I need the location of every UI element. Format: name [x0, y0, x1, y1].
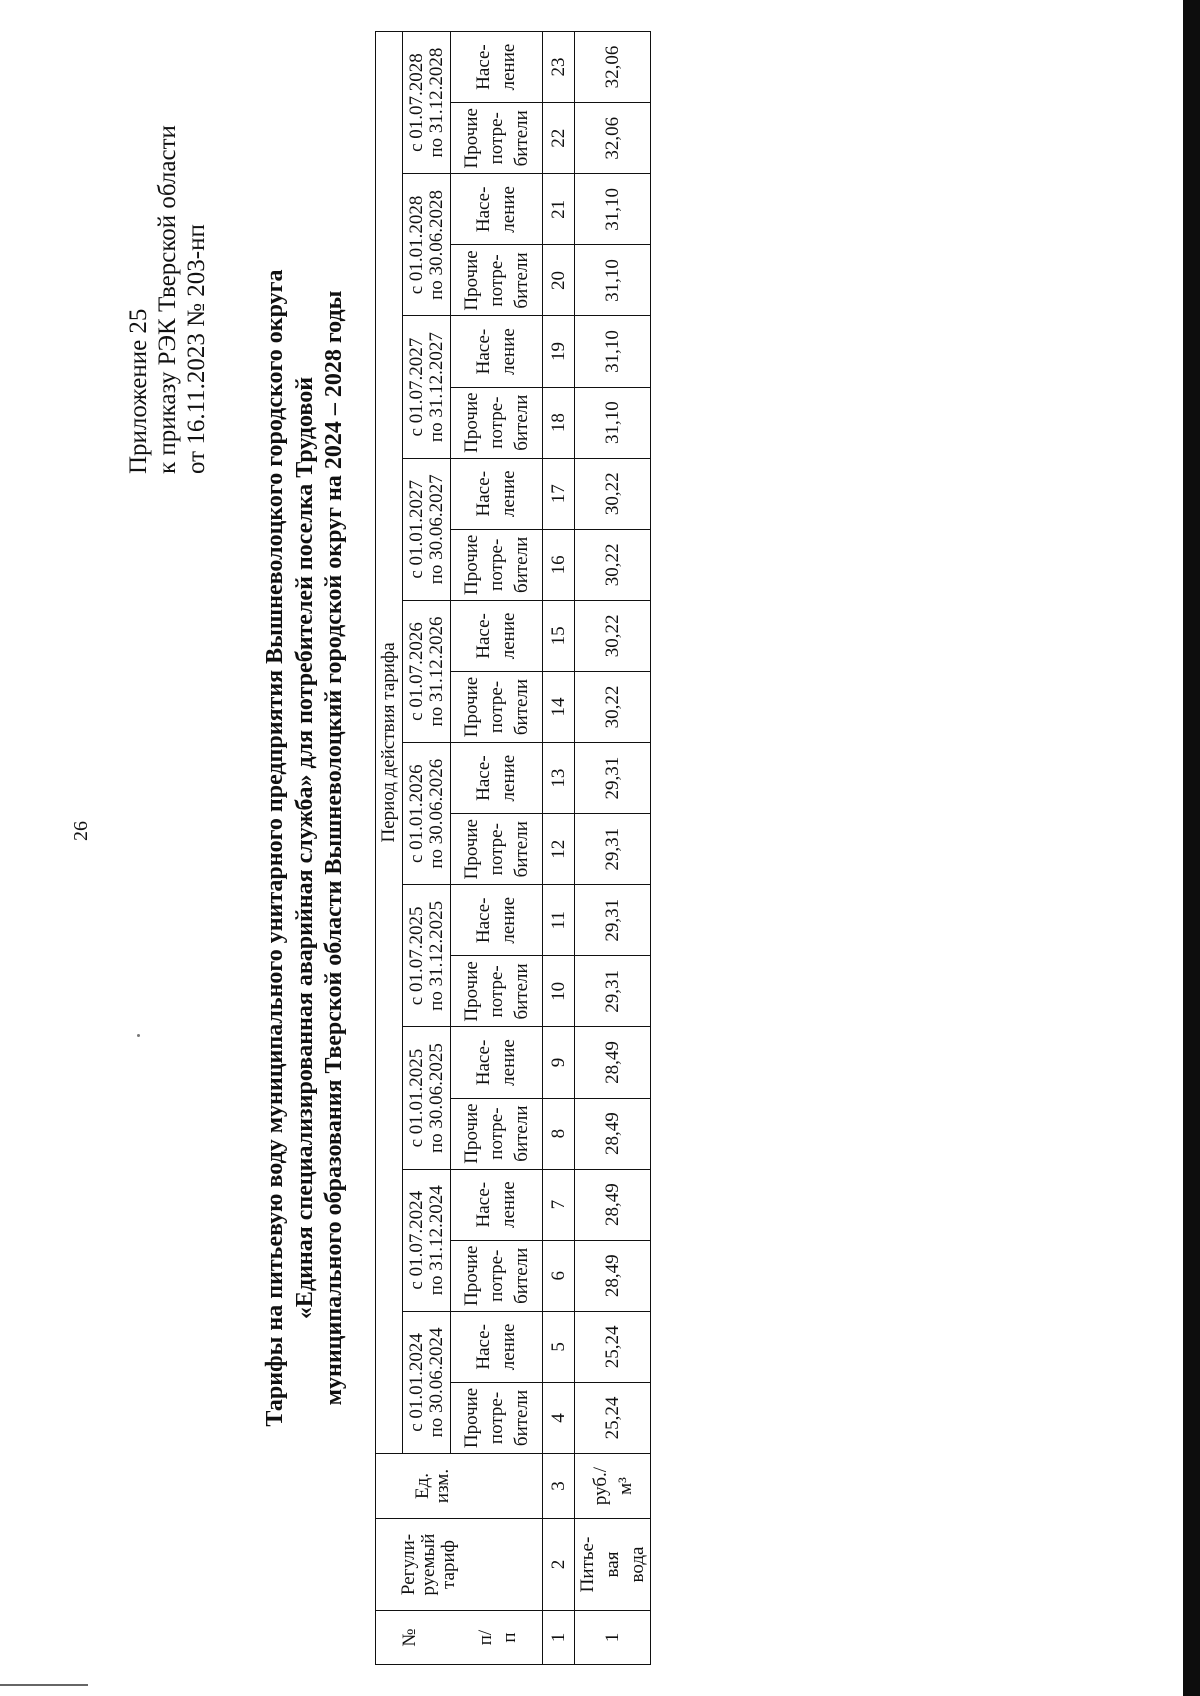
- column-number: 15: [543, 600, 575, 671]
- column-number: 21: [543, 174, 575, 245]
- subheader-population: Насе- ление: [450, 458, 542, 529]
- column-number: 10: [543, 956, 575, 1027]
- title-line-2: «Единая специализированная аварийная служба» для потребителей поселка Трудовой: [291, 376, 318, 1320]
- column-number: 17: [543, 458, 575, 529]
- period-header-9: с 01.01.2028 по 30.06.2028: [403, 174, 450, 316]
- column-number: 4: [543, 1382, 575, 1453]
- tariff-value-other: 32,06: [575, 103, 651, 174]
- header-regulated-tariff: Регули- руемый тариф: [376, 1519, 543, 1611]
- document-title: [261, 0, 350, 1696]
- tariff-value-population: 28,49: [575, 1027, 651, 1098]
- tariff-value-population: 31,10: [575, 174, 651, 245]
- tariff-value-population: 30,22: [575, 458, 651, 529]
- header-row-number: [376, 1611, 543, 1665]
- column-number-row: [543, 31, 575, 1664]
- column-number: 16: [543, 529, 575, 600]
- tariff-value-other: 25,24: [575, 1382, 651, 1453]
- column-number: 12: [543, 814, 575, 885]
- period-header-4: с 01.07.2025 по 31.12.2025: [403, 885, 450, 1027]
- tariff-value-other: 29,31: [575, 814, 651, 885]
- subheader-population: Насе- ление: [450, 174, 542, 245]
- column-number: 6: [543, 1240, 575, 1311]
- column-number: 9: [543, 1027, 575, 1098]
- period-header-2: с 01.07.2024 по 31.12.2024: [403, 1169, 450, 1311]
- column-number: 7: [543, 1169, 575, 1240]
- table-row: [575, 31, 651, 1664]
- column-number: 8: [543, 1098, 575, 1169]
- column-number: 13: [543, 743, 575, 814]
- period-header-3: с 01.01.2025 по 30.06.2025: [403, 1027, 450, 1169]
- column-number: 11: [543, 885, 575, 956]
- subheader-population: Насе- ление: [450, 1311, 542, 1382]
- tariff-value-population: 31,10: [575, 316, 651, 387]
- subheader-population: Насе- ление: [450, 743, 542, 814]
- header-row-group: [376, 31, 403, 1664]
- subheader-other-consumers: Прочие потре- бители: [450, 245, 542, 316]
- tariff-value-other: 31,10: [575, 245, 651, 316]
- column-number: 5: [543, 1311, 575, 1382]
- header-row-consumer-groups: [450, 31, 542, 1664]
- subheader-population: Насе- ление: [450, 885, 542, 956]
- column-number: 19: [543, 316, 575, 387]
- period-header-8: с 01.07.2027 по 31.12.2027: [403, 316, 450, 458]
- tariff-value-other: 30,22: [575, 671, 651, 742]
- row-tariff-name: Питье- вая вода: [575, 1519, 651, 1611]
- header-number-sign: №: [399, 1628, 420, 1647]
- subheader-other-consumers: Прочие потре- бители: [450, 814, 542, 885]
- period-header-5: с 01.01.2026 по 30.06.2026: [403, 743, 450, 885]
- scan-edge-bar: [1183, 0, 1200, 1696]
- header-row-periods: [403, 31, 450, 1664]
- tariff-value-other: 29,31: [575, 956, 651, 1027]
- header-number-abbr: п/ п: [475, 1629, 520, 1646]
- scan-dust-dot: [137, 1034, 140, 1037]
- subheader-other-consumers: Прочие потре- бители: [450, 529, 542, 600]
- subheader-population: Насе- ление: [450, 600, 542, 671]
- tariff-value-population: 30,22: [575, 600, 651, 671]
- row-number: 1: [575, 1611, 651, 1665]
- tariff-value-population: 29,31: [575, 885, 651, 956]
- tariff-value-other: 31,10: [575, 387, 651, 458]
- tariff-value-other: 28,49: [575, 1240, 651, 1311]
- period-header-10: с 01.07.2028 по 31.12.2028: [403, 31, 450, 173]
- subheader-other-consumers: Прочие потре- бители: [450, 956, 542, 1027]
- tariff-table: [375, 31, 651, 1665]
- period-header-6: с 01.07.2026 по 31.12.2026: [403, 600, 450, 742]
- period-header-7: с 01.01.2027 по 30.06.2027: [403, 458, 450, 600]
- subheader-other-consumers: Прочие потре- бители: [450, 1382, 542, 1453]
- tariff-value-other: 28,49: [575, 1098, 651, 1169]
- scan-edge-mark: [0, 1684, 88, 1686]
- tariff-value-other: 30,22: [575, 529, 651, 600]
- column-number: 20: [543, 245, 575, 316]
- subheader-other-consumers: Прочие потре- бители: [450, 387, 542, 458]
- title-line-1: Тарифы на питьевую воду муниципального унитарного предприятия Вышневолоцкого городского округа: [262, 269, 288, 1427]
- subheader-population: Насе- ление: [450, 1027, 542, 1098]
- column-number: 3: [543, 1454, 575, 1519]
- subheader-other-consumers: Прочие потре- бители: [450, 1240, 542, 1311]
- column-number: 2: [543, 1519, 575, 1611]
- row-unit: руб./ м³: [575, 1454, 651, 1519]
- column-number: 1: [543, 1611, 575, 1665]
- appendix-line-2: к приказу РЭК Тверской области: [154, 125, 181, 474]
- subheader-other-consumers: Прочие потре- бители: [450, 1098, 542, 1169]
- period-header-1: с 01.01.2024 по 30.06.2024: [403, 1311, 450, 1453]
- appendix-block: [124, 125, 211, 474]
- tariff-value-population: 25,24: [575, 1311, 651, 1382]
- subheader-population: Насе- ление: [450, 316, 542, 387]
- header-period-group: Период действия тарифа: [376, 31, 403, 1453]
- tariff-value-population: 29,31: [575, 743, 651, 814]
- column-number: 22: [543, 103, 575, 174]
- page-number: 26: [70, 821, 92, 841]
- column-number: 14: [543, 671, 575, 742]
- subheader-population: Насе- ление: [450, 31, 542, 102]
- subheader-population: Насе- ление: [450, 1169, 542, 1240]
- tariff-value-population: 32,06: [575, 31, 651, 102]
- subheader-other-consumers: Прочие потре- бители: [450, 103, 542, 174]
- appendix-line-3: от 16.11.2023 № 203-нп: [183, 224, 210, 474]
- tariff-value-population: 28,49: [575, 1169, 651, 1240]
- header-unit: Ед. изм.: [376, 1454, 543, 1519]
- column-number: 23: [543, 31, 575, 102]
- title-line-3: муниципального образования Тверской области Вышневолоцкий городской округ на 2024 – 2028 годы: [321, 290, 347, 1406]
- appendix-line-1: Приложение 25: [125, 308, 152, 474]
- column-number: 18: [543, 387, 575, 458]
- subheader-other-consumers: Прочие потре- бители: [450, 671, 542, 742]
